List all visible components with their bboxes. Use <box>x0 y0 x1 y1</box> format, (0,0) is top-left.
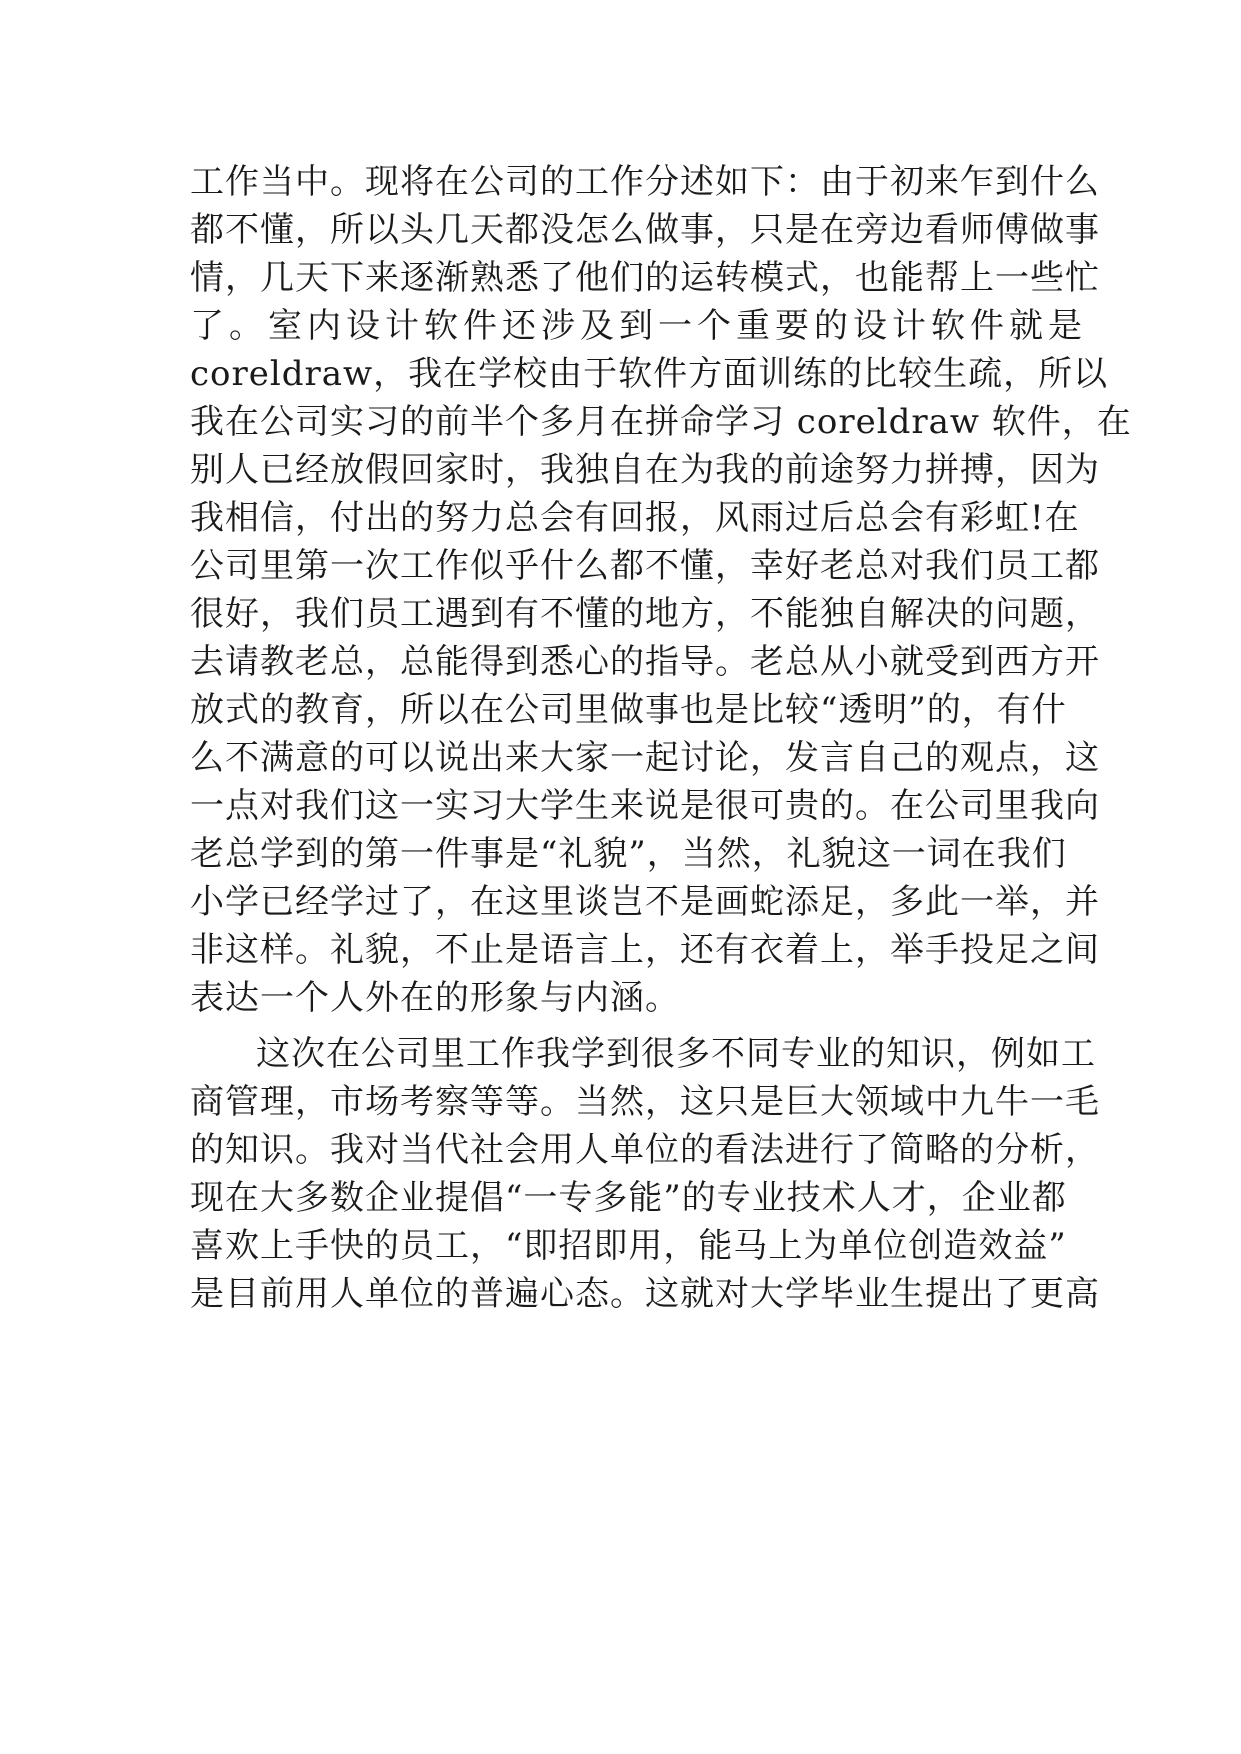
text-line: 商管理，市场考察等等。当然，这只是巨大领域中九牛一毛 <box>190 1082 1100 1122</box>
text-line: 放式的教育，所以在公司里做事也是比较“透明”的，有什 <box>190 690 1067 730</box>
text-line: 的知识。我对当代社会用人单位的看法进行了简略的分析， <box>190 1130 1100 1170</box>
body-text <box>190 158 1132 1318</box>
text-line: 老总学到的第一件事是“礼貌”，当然，礼貌这一词在我们 <box>190 834 1067 874</box>
text-line: 么不满意的可以说出来大家一起讨论，发言自己的观点，这 <box>190 738 1100 778</box>
text-line: 非这样。礼貌，不止是语言上，还有衣着上，举手投足之间 <box>190 930 1100 970</box>
text-line: 公司里第一次工作似乎什么都不懂，幸好老总对我们员工都 <box>190 546 1100 586</box>
paragraph-1 <box>190 158 1132 1022</box>
text-line: coreldraw，我在学校由于软件方面训练的比较生疏，所以 <box>190 354 1109 394</box>
text-line: 是目前用人单位的普遍心态。这就对大学毕业生提出了更高 <box>190 1274 1100 1314</box>
text-line: 情，几天下来逐渐熟悉了他们的运转模式，也能帮上一些忙 <box>190 258 1100 298</box>
text-line: 小学已经学过了，在这里谈岂不是画蛇添足，多此一举，并 <box>190 882 1100 922</box>
text-line: 表达一个人外在的形象与内涵。 <box>190 978 680 1018</box>
text-line: 很好，我们员工遇到有不懂的地方，不能独自解决的问题， <box>190 594 1100 634</box>
text-line: 去请教老总，总能得到悉心的指导。老总从小就受到西方开 <box>190 642 1100 682</box>
text-line: 了。室内设计软件还涉及到一个重要的设计软件就是 <box>190 306 1087 346</box>
text-line: 我在公司实习的前半个多月在拼命学习 coreldraw 软件，在 <box>190 402 1132 442</box>
text-line: 这次在公司里工作我学到很多不同专业的知识，例如工 <box>256 1034 1096 1074</box>
text-line: 现在大多数企业提倡“一专多能”的专业技术人才，企业都 <box>190 1178 1067 1218</box>
text-line: 工作当中。现将在公司的工作分述如下：由于初来乍到什么 <box>190 162 1100 202</box>
text-line: 都不懂，所以头几天都没怎么做事，只是在旁边看师傅做事 <box>190 210 1100 250</box>
text-line: 别人已经放假回家时，我独自在为我的前途努力拼搏，因为 <box>190 450 1100 490</box>
text-line: 一点对我们这一实习大学生来说是很可贵的。在公司里我向 <box>190 786 1100 826</box>
paragraph-2 <box>190 1030 1100 1318</box>
text-line: 喜欢上手快的员工，“即招即用，能马上为单位创造效益” <box>190 1226 1067 1266</box>
text-line: 我相信，付出的努力总会有回报，风雨过后总会有彩虹!在 <box>190 498 1080 538</box>
